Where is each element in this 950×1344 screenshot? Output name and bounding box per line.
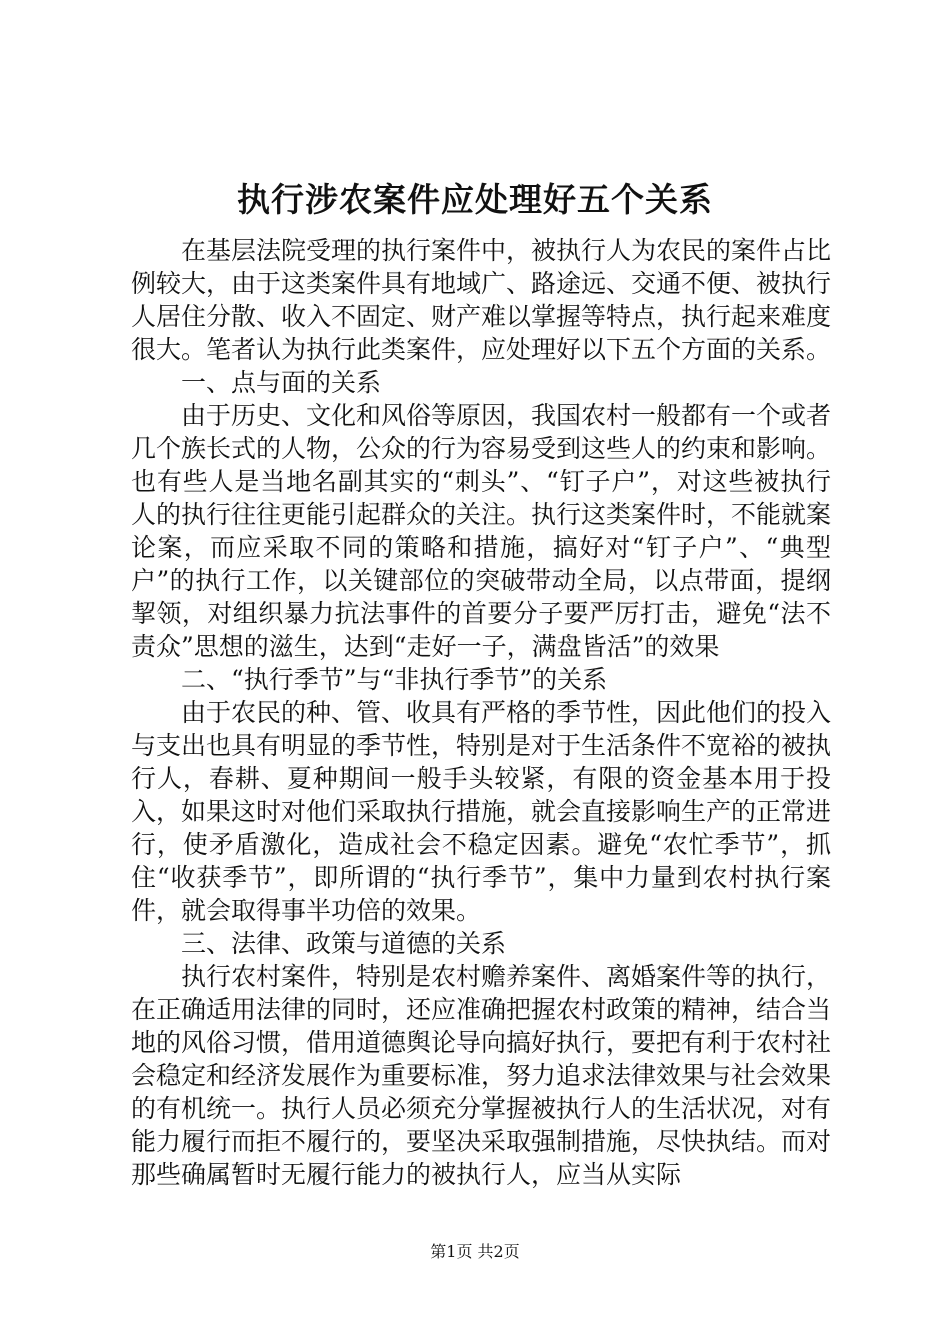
section-paragraph-2: 由于农民的种、管、收具有严格的季节性，因此他们的投入与支出也具有明显的季节性，特别是对于生活条件不宽裕的被执行人，春耕、夏种期间一般手头较紧，有限的资金基本用于投入，如果这时对他们采取执行措施，就会直接影响生产的正常进行，使矛盾激化，造成社会不稳定因素。避免“农忙季节”，抓住“收获季节”，即所谓的“执行季节”，集中力量到农村执行案件，就会取得事半功倍的效果。 (131, 698, 832, 925)
section-heading-2: 二、“执行季节”与“非执行季节”的关系 (181, 665, 608, 694)
page-number-footer: 第1页 共2页 (430, 1242, 520, 1261)
document-title: 执行涉农案件应处理好五个关系 (237, 180, 713, 219)
document-body (131, 234, 831, 1191)
section-paragraph-1: 由于历史、文化和风俗等原因，我国农村一般都有一个或者几个族长式的人物，公众的行为容易受到这些人的约束和影响。也有些人是当地名副其实的“刺头”、“钉子户”，对这些被执行人的执行往往更能引起群众的关注。执行这类案件时，不能就案论案，而应采取不同的策略和措施，搞好对“钉子户”、“典型户”的执行工作，以关键部位的突破带动全局，以点带面，提纲挈领，对组织暴力抗法事件的首要分子要严厉打击，避免“法不责众”思想的滋生，达到“走好一子，满盘皆活”的效果 (131, 401, 832, 661)
section-heading-1: 一、点与面的关系 (181, 368, 382, 397)
section-heading-3: 三、法律、政策与道德的关系 (181, 929, 507, 958)
section-paragraph-3: 执行农村案件，特别是农村赡养案件、离婚案件等的执行，在正确适用法律的同时，还应准确把握农村政策的精神，结合当地的风俗习惯，借用道德舆论导向搞好执行，要把有利于农村社会稳定和经济发展作为重要标准，努力追求法律效果与社会效果的有机统一。执行人员必须充分掌握被执行人的生活状况，对有能力履行而拒不履行的，要坚决采取强制措施，尽快执结。而对那些确属暂时无履行能力的被执行人，应当从实际 (131, 962, 832, 1189)
intro-paragraph: 在基层法院受理的执行案件中，被执行人为农民的案件占比例较大，由于这类案件具有地域广、路途远、交通不便、被执行人居住分散、收入不固定、财产难以掌握等特点，执行起来难度很大。笔者认为执行此类案件，应处理好以下五个方面的关系。 (131, 236, 832, 364)
